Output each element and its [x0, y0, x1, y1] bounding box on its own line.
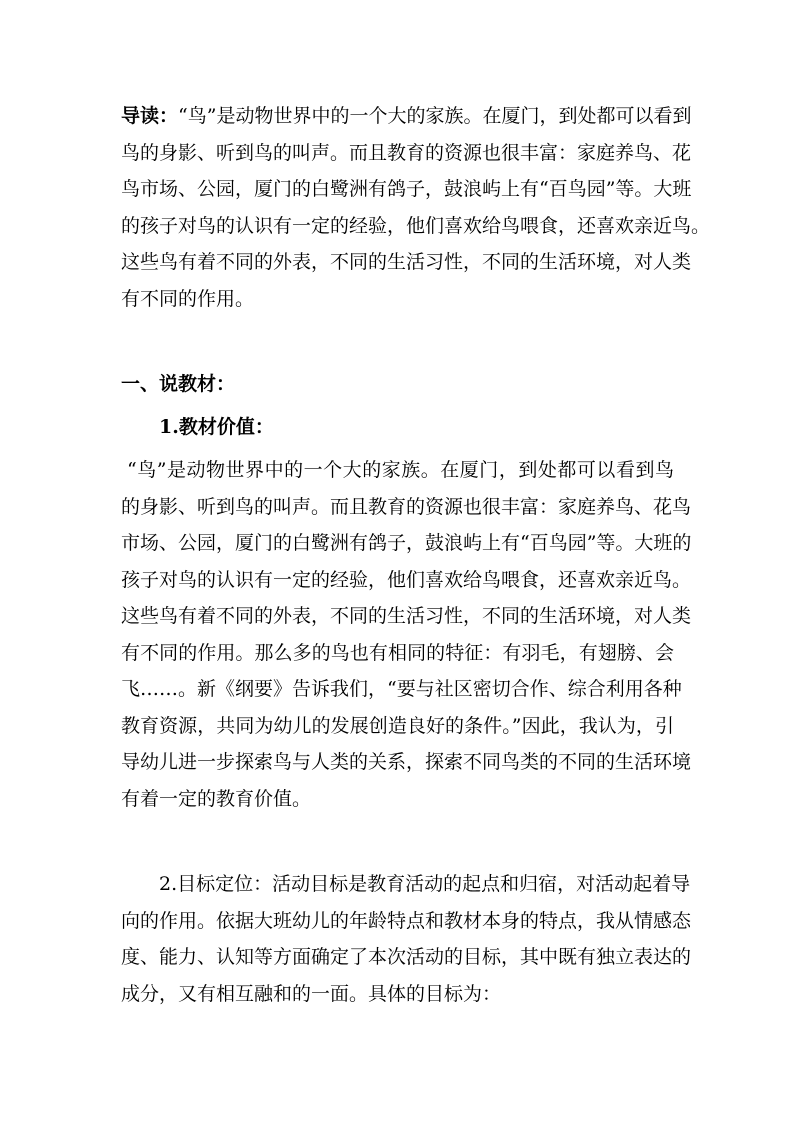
- paragraph-line: “鸟”是动物世界中的一个大的家族。在厦门，到处都可以看到鸟: [127, 459, 674, 481]
- paragraph-line: 市场、公园，厦门的白鹭洲有鸽子，鼓浪屿上有“百鸟园”等。大班的: [121, 532, 692, 554]
- paragraph-line: 度、能力、认知等方面确定了本次活动的目标，其中既有独立表达的: [121, 946, 692, 968]
- paragraph-line: 向的作用。依据大班幼儿的年龄特点和教材本身的特点，我从情感态: [121, 909, 692, 932]
- intro-line-1: 导读：“鸟”是动物世界中的一个大的家族。在厦门，到处都可以看到: [121, 105, 692, 127]
- paragraph-line: 有着一定的教育价值。: [121, 787, 312, 810]
- section-heading: 一、说教材：: [121, 373, 236, 395]
- subsection-heading-teaching-value: 1.教材价值：: [159, 416, 274, 438]
- intro-line-3: 鸟市场、公园，厦门的白鹭洲有鸽子，鼓浪屿上有“百鸟园”等。大班: [121, 178, 692, 200]
- intro-line-6: 有不同的作用。: [121, 287, 255, 310]
- intro-line-5: 这些鸟有着不同的外表，不同的生活习性，不同的生活环境，对人类: [121, 251, 692, 273]
- teaching-value-paragraph: [121, 452, 692, 817]
- intro-label: 导读：: [121, 105, 179, 127]
- paragraph-line: 孩子对鸟的认识有一定的经验，他们喜欢给鸟喂食，还喜欢亲近鸟。: [121, 568, 692, 591]
- paragraph-line: 2.目标定位：活动目标是教育活动的起点和归宿，对活动起着导: [159, 873, 691, 895]
- paragraph-line: 飞……。新《纲要》告诉我们，“要与社区密切合作、综合利用各种: [121, 678, 682, 700]
- paragraph-line: 的身影、听到鸟的叫声。而且教育的资源也很丰富：家庭养鸟、花鸟: [121, 495, 692, 518]
- paragraph-line: 导幼儿进一步探索鸟与人类的关系，探索不同鸟类的不同的生活环境: [121, 751, 692, 773]
- intro-line-2: 鸟的身影、听到鸟的叫声。而且教育的资源也很丰富：家庭养鸟、花: [121, 141, 692, 164]
- goal-number-label: 2.: [159, 873, 178, 895]
- goal-positioning-paragraph: [121, 866, 692, 1012]
- paragraph-line: 这些鸟有着不同的外表，不同的生活习性，不同的生活环境，对人类: [121, 605, 692, 627]
- intro-paragraph: [121, 98, 711, 317]
- paragraph-line: 教育资源，共同为幼儿的发展创造良好的条件。”因此，我认为，引: [121, 714, 674, 737]
- intro-line-4: 的孩子对鸟的认识有一定的经验，他们喜欢给鸟喂食，还喜欢亲近鸟。: [121, 214, 711, 237]
- paragraph-line: 有不同的作用。那么多的鸟也有相同的特征：有羽毛，有翅膀、会: [121, 641, 674, 664]
- paragraph-line: 成分，又有相互融和的一面。具体的目标为：: [121, 982, 502, 1005]
